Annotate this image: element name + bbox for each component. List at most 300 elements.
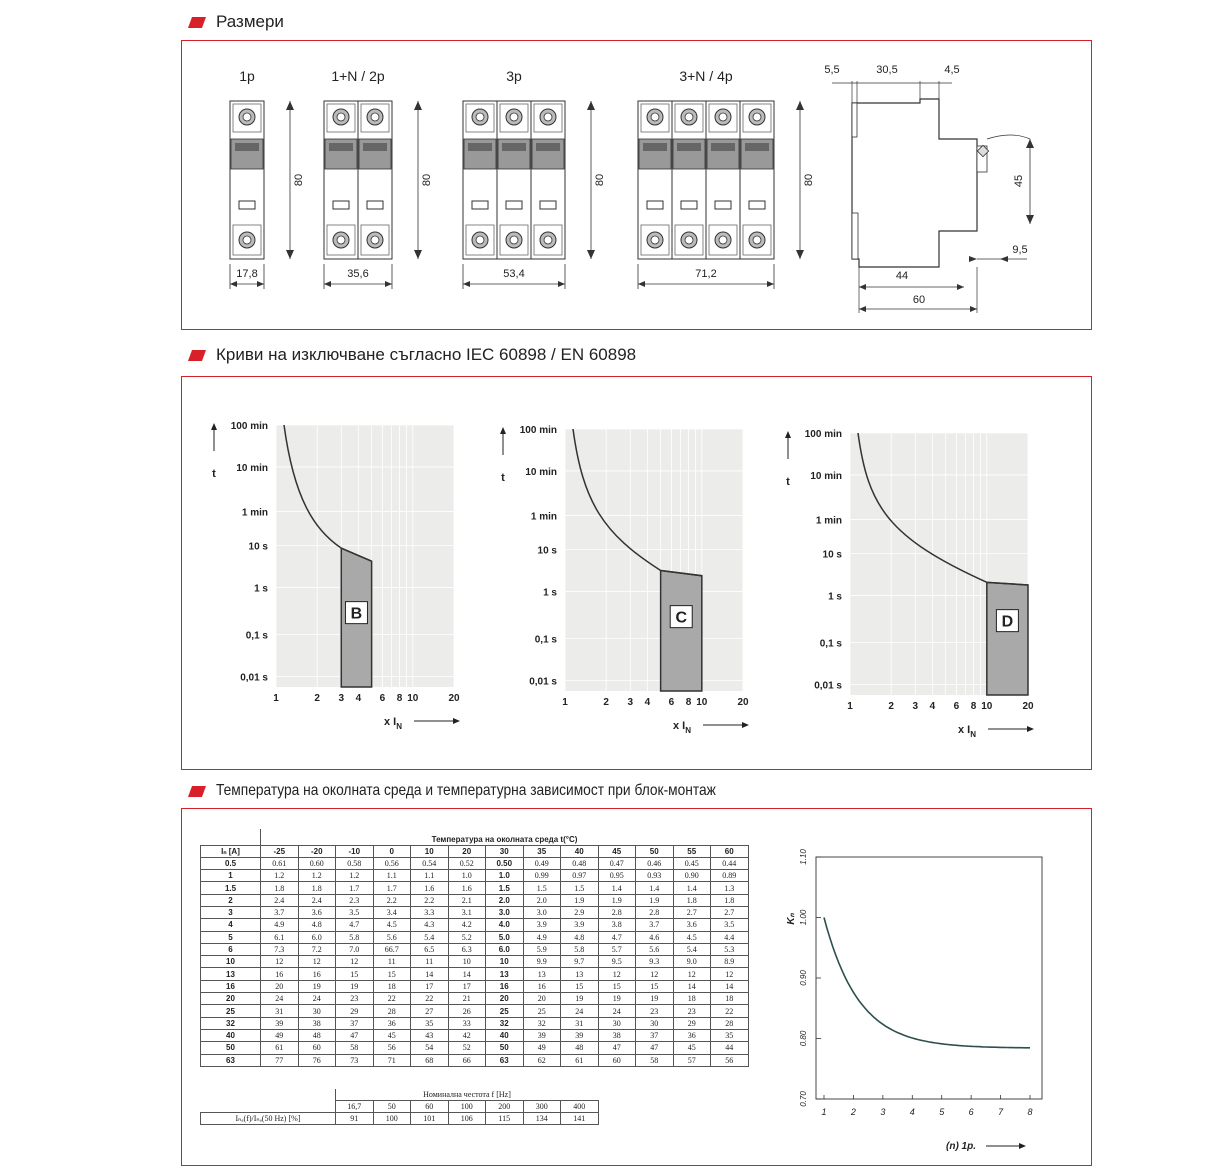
table-row bbox=[201, 882, 749, 894]
arrow-icon bbox=[742, 722, 749, 728]
frequency-table-wrap bbox=[200, 1089, 599, 1125]
y-tick-label: 0,01 s bbox=[529, 676, 557, 688]
table-cell: 11 bbox=[373, 956, 411, 968]
table-cell: 23 bbox=[636, 1005, 674, 1017]
current-rating-cell: 5 bbox=[201, 931, 261, 943]
table-cell: 29 bbox=[336, 1005, 374, 1017]
table-cell: 1.0 bbox=[448, 870, 486, 882]
current-rating-cell: 4 bbox=[201, 919, 261, 931]
y-tick-label: 0,01 s bbox=[814, 680, 842, 692]
bullet-icon bbox=[188, 786, 206, 797]
table-cell: 2.4 bbox=[298, 894, 336, 906]
table-cell: 9.9 bbox=[523, 956, 561, 968]
table-cell: 24 bbox=[561, 1005, 599, 1017]
table-cell: 28 bbox=[711, 1017, 749, 1029]
table-cell: 1.1 bbox=[411, 870, 449, 882]
current-rating-cell: 3 bbox=[201, 906, 261, 918]
table-cell: 6.3 bbox=[448, 943, 486, 955]
y-tick-label: 1 min bbox=[815, 515, 842, 527]
table-cell: 9.5 bbox=[598, 956, 636, 968]
table-cell: 54 bbox=[411, 1042, 449, 1054]
x-tick-label: 1 bbox=[562, 697, 568, 708]
table-cell: 26 bbox=[448, 1005, 486, 1017]
table-cell: 15 bbox=[598, 980, 636, 992]
temperature-table bbox=[200, 829, 749, 1067]
table-cell: 0.99 bbox=[523, 870, 561, 882]
x-tick-label: 1 bbox=[847, 701, 853, 712]
leader-line bbox=[987, 135, 1030, 139]
side-dimension-d7: 60 bbox=[912, 294, 926, 306]
table-cell: 2.9 bbox=[561, 906, 599, 918]
table-cell: 17 bbox=[411, 980, 449, 992]
table-cell: 5.8 bbox=[336, 931, 374, 943]
table-cell: 36 bbox=[373, 1017, 411, 1029]
table-cell: 5.8 bbox=[561, 943, 599, 955]
x-tick-label: 20 bbox=[737, 697, 749, 708]
table-cell: 4.7 bbox=[598, 931, 636, 943]
table-cell: 32 bbox=[523, 1017, 561, 1029]
table-cell: 1.4 bbox=[598, 882, 636, 894]
dimensions-drawing bbox=[182, 41, 1093, 331]
t-axis-label: t bbox=[786, 476, 790, 488]
dimensions-box bbox=[181, 40, 1092, 330]
table-cell: 2.8 bbox=[598, 906, 636, 918]
current-rating-cell: 0.5 bbox=[201, 857, 261, 869]
table-cell: 4.6 bbox=[636, 931, 674, 943]
side-clip bbox=[852, 103, 857, 137]
table-cell: 38 bbox=[598, 1029, 636, 1041]
table-cell: 5.6 bbox=[636, 943, 674, 955]
table-cell: 0.54 bbox=[411, 857, 449, 869]
pole-label: 3+N / 4p bbox=[679, 68, 733, 84]
temperature-col-header: 50 bbox=[636, 845, 674, 857]
screw-inner bbox=[371, 113, 379, 121]
table-cell: 66.7 bbox=[373, 943, 411, 955]
table-cell: 4.8 bbox=[561, 931, 599, 943]
table-cell: 4.5 bbox=[673, 931, 711, 943]
table-cell: 20 bbox=[523, 993, 561, 1005]
lever-shade bbox=[711, 143, 735, 151]
breaker-drawing-4 bbox=[638, 68, 815, 289]
table-cell: 0.93 bbox=[636, 870, 674, 882]
x-tick-label: 1 bbox=[273, 693, 279, 704]
table-cell: 0.45 bbox=[673, 857, 711, 869]
table-cell: 3.6 bbox=[298, 906, 336, 918]
indicator-window bbox=[715, 201, 731, 209]
t-axis-label: t bbox=[501, 472, 505, 484]
x-axis-label-main: x I bbox=[958, 724, 971, 736]
x-tick-label: 10 bbox=[696, 697, 708, 708]
table-cell: 3.5 bbox=[711, 919, 749, 931]
screw-inner bbox=[371, 236, 379, 244]
table-row bbox=[201, 993, 749, 1005]
plot-area bbox=[565, 429, 743, 691]
screw-inner bbox=[685, 113, 693, 121]
table-cell: 56 bbox=[373, 1042, 411, 1054]
current-rating-cell: 63 bbox=[201, 1054, 261, 1066]
x-axis-label bbox=[673, 720, 691, 735]
table-cell: 58 bbox=[636, 1054, 674, 1066]
table-cell: 3.0 bbox=[523, 906, 561, 918]
indicator-window bbox=[681, 201, 697, 209]
table-cell: 5.4 bbox=[673, 943, 711, 955]
table-cell: 35 bbox=[711, 1029, 749, 1041]
y-tick-label: 100 min bbox=[519, 425, 557, 436]
x-tick-label: 2 bbox=[603, 697, 609, 708]
current-rating-cell: 13 bbox=[201, 968, 261, 980]
table-cell: 76 bbox=[298, 1054, 336, 1066]
y-tick-label: 1 s bbox=[828, 591, 842, 603]
table-cell: 23 bbox=[336, 993, 374, 1005]
screw-inner bbox=[243, 236, 251, 244]
table-cell: 25 bbox=[523, 1005, 561, 1017]
table-cell: 9.0 bbox=[673, 956, 711, 968]
y-tick-label: 10 min bbox=[525, 466, 557, 478]
x-tick-label: 6 bbox=[953, 701, 960, 712]
table-row bbox=[201, 1042, 749, 1054]
table-cell: 12 bbox=[598, 968, 636, 980]
breaker-drawing-1 bbox=[230, 68, 305, 289]
temperature-title: Температура на околната среда t(°C) bbox=[261, 829, 749, 845]
current-rating-cell: 6 bbox=[201, 943, 261, 955]
table-cell: 5.6 bbox=[373, 931, 411, 943]
x-tick-label: 7 bbox=[998, 1107, 1004, 1117]
table-cell: 60 bbox=[298, 1042, 336, 1054]
section-header-temperature: Температура на околната среда и температурна зависимост при блок-монтаж bbox=[190, 782, 797, 800]
indicator-window bbox=[647, 201, 663, 209]
table-cell: 6.5 bbox=[411, 943, 449, 955]
arrow-icon bbox=[453, 718, 460, 724]
section-header-dimensions: Размери bbox=[190, 12, 284, 32]
side-dimension-d3: 4,5 bbox=[944, 64, 960, 76]
table-cell: 4.9 bbox=[261, 919, 299, 931]
table-cell: 1.6 bbox=[411, 882, 449, 894]
table-cell: 1.6 bbox=[448, 882, 486, 894]
table-cell: 3.9 bbox=[523, 919, 561, 931]
x-tick-label: 4 bbox=[355, 693, 362, 704]
temperature-col-header: 55 bbox=[673, 845, 711, 857]
y-tick-label: 1 min bbox=[241, 507, 268, 519]
table-cell: 5.9 bbox=[523, 943, 561, 955]
table-cell: 16 bbox=[261, 968, 299, 980]
arrow-icon bbox=[785, 431, 791, 438]
table-cell: 40 bbox=[486, 1029, 524, 1041]
frequency-col-header: 16,7 bbox=[336, 1101, 374, 1113]
table-cell: 12 bbox=[336, 956, 374, 968]
table-row bbox=[201, 956, 749, 968]
frequency-value-cell: 100 bbox=[373, 1113, 411, 1125]
table-cell: 24 bbox=[598, 1005, 636, 1017]
lever-shade bbox=[502, 143, 526, 151]
lever-shade bbox=[468, 143, 492, 151]
x-tick-label: 6 bbox=[968, 1107, 974, 1117]
table-row bbox=[201, 931, 749, 943]
y-tick-label: 10 s bbox=[822, 549, 842, 561]
table-cell: 30 bbox=[636, 1017, 674, 1029]
table-cell: 48 bbox=[561, 1042, 599, 1054]
temperature-col-header: -25 bbox=[261, 845, 299, 857]
width-dimension: 35,6 bbox=[347, 268, 369, 280]
table-cell: 44 bbox=[711, 1042, 749, 1054]
width-dimension: 53,4 bbox=[503, 268, 525, 280]
curve-type-label: D bbox=[1001, 613, 1014, 631]
table-cell: 14 bbox=[673, 980, 711, 992]
table-cell: 5.7 bbox=[598, 943, 636, 955]
frequency-col-header: 50 bbox=[373, 1101, 411, 1113]
t-axis-label: t bbox=[212, 468, 216, 480]
table-cell: 12 bbox=[261, 956, 299, 968]
screw-inner bbox=[476, 236, 484, 244]
x-tick-label: 3 bbox=[880, 1107, 886, 1117]
y-tick-label: 1.10 bbox=[799, 849, 808, 865]
temperature-col-header: -10 bbox=[336, 845, 374, 857]
table-cell: 0.52 bbox=[448, 857, 486, 869]
y-tick-label: 1 s bbox=[254, 583, 268, 595]
pole-label: 1p bbox=[239, 68, 255, 84]
table-cell: 4.5 bbox=[373, 919, 411, 931]
table-row bbox=[201, 980, 749, 992]
table-cell: 12 bbox=[673, 968, 711, 980]
table-row bbox=[201, 1054, 749, 1066]
table-cell: 8.9 bbox=[711, 956, 749, 968]
arrow-icon bbox=[1027, 726, 1034, 732]
bullet-icon bbox=[188, 350, 206, 361]
table-cell: 0.60 bbox=[298, 857, 336, 869]
table-row bbox=[201, 906, 749, 918]
screw-inner bbox=[544, 236, 552, 244]
x-tick-label: 6 bbox=[668, 697, 675, 708]
lever-shade bbox=[745, 143, 769, 151]
table-cell: 0.48 bbox=[561, 857, 599, 869]
y-tick-label: 10 s bbox=[248, 541, 268, 553]
frequency-col-header: 100 bbox=[448, 1101, 486, 1113]
temperature-col-header: 40 bbox=[561, 845, 599, 857]
table-cell: 37 bbox=[336, 1017, 374, 1029]
table-cell: 19 bbox=[298, 980, 336, 992]
frequency-col-header: 400 bbox=[561, 1101, 599, 1113]
table-cell: 0.50 bbox=[486, 857, 524, 869]
table-cell: 45 bbox=[673, 1042, 711, 1054]
table-cell: 3.1 bbox=[448, 906, 486, 918]
current-rating-cell: 20 bbox=[201, 993, 261, 1005]
current-rating-cell: 2 bbox=[201, 894, 261, 906]
table-cell: 3.9 bbox=[561, 919, 599, 931]
table-cell: 57 bbox=[673, 1054, 711, 1066]
table-cell: 66 bbox=[448, 1054, 486, 1066]
table-cell: 39 bbox=[523, 1029, 561, 1041]
table-cell: 0.90 bbox=[673, 870, 711, 882]
table-cell: 1.8 bbox=[673, 894, 711, 906]
lever-shade bbox=[536, 143, 560, 151]
table-cell: 17 bbox=[448, 980, 486, 992]
x-tick-label: 8 bbox=[685, 697, 692, 708]
rowhead-label: Iₙ [A] bbox=[201, 845, 261, 857]
y-tick-label: 100 min bbox=[230, 421, 268, 432]
table-cell: 5.2 bbox=[448, 931, 486, 943]
x-tick-label: 4 bbox=[909, 1107, 915, 1117]
curve-type-label: B bbox=[350, 605, 363, 623]
current-rating-cell: 40 bbox=[201, 1029, 261, 1041]
pole-label: 3p bbox=[506, 68, 522, 84]
lever-shade bbox=[329, 143, 353, 151]
screw-inner bbox=[544, 113, 552, 121]
side-dimension-d4: 45 bbox=[1013, 174, 1025, 188]
width-dimension: 17,8 bbox=[236, 268, 258, 280]
y-tick-label: 0,1 s bbox=[819, 638, 842, 650]
table-cell: 32 bbox=[486, 1017, 524, 1029]
x-tick-label: 3 bbox=[912, 701, 919, 712]
screw-inner bbox=[685, 236, 693, 244]
table-cell: 7.3 bbox=[261, 943, 299, 955]
frequency-value-cell: 134 bbox=[523, 1113, 561, 1125]
table-row bbox=[201, 1005, 749, 1017]
table-cell: 6.0 bbox=[298, 931, 336, 943]
frequency-col-header: 200 bbox=[486, 1101, 524, 1113]
y-tick-label: 0.80 bbox=[799, 1030, 808, 1047]
bullet-icon bbox=[188, 17, 206, 28]
indicator-window bbox=[333, 201, 349, 209]
table-cell: 56 bbox=[711, 1054, 749, 1066]
table-cell: 3.8 bbox=[598, 919, 636, 931]
table-cell: 15 bbox=[636, 980, 674, 992]
table-cell: 3.4 bbox=[373, 906, 411, 918]
y-tick-label: 1.00 bbox=[799, 909, 808, 926]
table-cell: 1.9 bbox=[636, 894, 674, 906]
table-cell: 3.7 bbox=[261, 906, 299, 918]
table-cell: 2.7 bbox=[711, 906, 749, 918]
table-cell: 1.5 bbox=[561, 882, 599, 894]
x-axis-label-main: x I bbox=[384, 716, 397, 728]
table-cell: 29 bbox=[673, 1017, 711, 1029]
table-cell: 4.3 bbox=[411, 919, 449, 931]
table-cell: 15 bbox=[336, 968, 374, 980]
table-cell: 27 bbox=[411, 1005, 449, 1017]
table-cell: 9.7 bbox=[561, 956, 599, 968]
table-cell: 6.0 bbox=[486, 943, 524, 955]
table-cell: 0.44 bbox=[711, 857, 749, 869]
table-cell: 23 bbox=[673, 1005, 711, 1017]
table-cell: 14 bbox=[711, 980, 749, 992]
table-cell: 49 bbox=[261, 1029, 299, 1041]
indicator-window bbox=[540, 201, 556, 209]
table-cell: 22 bbox=[711, 1005, 749, 1017]
height-dimension: 80 bbox=[293, 173, 305, 187]
table-cell: 5.4 bbox=[411, 931, 449, 943]
indicator-window bbox=[472, 201, 488, 209]
table-cell: 43 bbox=[411, 1029, 449, 1041]
table-cell: 10 bbox=[448, 956, 486, 968]
screw-inner bbox=[476, 113, 484, 121]
table-cell: 61 bbox=[561, 1054, 599, 1066]
tripping-curves-drawing bbox=[182, 377, 1093, 771]
table-cell: 13 bbox=[523, 968, 561, 980]
table-cell: 31 bbox=[561, 1017, 599, 1029]
table-cell: 62 bbox=[523, 1054, 561, 1066]
height-dimension: 80 bbox=[803, 173, 815, 187]
x-tick-label: 20 bbox=[1022, 701, 1034, 712]
table-cell: 1.4 bbox=[636, 882, 674, 894]
x-axis-label bbox=[384, 716, 402, 731]
y-tick-label: 0.70 bbox=[799, 1091, 808, 1107]
table-cell: 47 bbox=[336, 1029, 374, 1041]
side-dimension-d5: 9,5 bbox=[1012, 244, 1028, 256]
arrow-icon bbox=[1019, 1143, 1026, 1149]
current-rating-cell: 16 bbox=[201, 980, 261, 992]
table-cell: 2.7 bbox=[673, 906, 711, 918]
temperature-col-header: 45 bbox=[598, 845, 636, 857]
curve-chart-C bbox=[500, 425, 749, 735]
table-cell: 0.95 bbox=[598, 870, 636, 882]
table-cell: 24 bbox=[261, 993, 299, 1005]
frequency-label: Iₙₐ(f)/Iₙₐ(50 Hz) [%] bbox=[201, 1113, 336, 1125]
indicator-window bbox=[749, 201, 765, 209]
table-cell: 0.61 bbox=[261, 857, 299, 869]
current-rating-cell: 1 bbox=[201, 870, 261, 882]
x-axis-label: (n) 1p. bbox=[946, 1141, 976, 1151]
table-cell: 1.2 bbox=[336, 870, 374, 882]
lever-shade bbox=[643, 143, 667, 151]
screw-inner bbox=[719, 113, 727, 121]
table-cell: 1.4 bbox=[673, 882, 711, 894]
arrow-icon bbox=[211, 423, 217, 430]
table-cell: 19 bbox=[336, 980, 374, 992]
plot-frame bbox=[816, 857, 1042, 1099]
table-cell: 5.3 bbox=[711, 943, 749, 955]
table-cell: 61 bbox=[261, 1042, 299, 1054]
tripping-band bbox=[661, 570, 702, 691]
table-cell: 1.9 bbox=[561, 894, 599, 906]
table-cell: 2.3 bbox=[336, 894, 374, 906]
x-tick-label: 8 bbox=[396, 693, 403, 704]
x-axis-label-sub: N bbox=[970, 730, 977, 739]
temperature-table-wrap bbox=[200, 829, 749, 1067]
table-cell: 4.4 bbox=[711, 931, 749, 943]
pole-label: 1+N / 2p bbox=[331, 68, 385, 84]
table-cell: 0.56 bbox=[373, 857, 411, 869]
side-outline bbox=[852, 99, 977, 267]
y-tick-label: 0,01 s bbox=[240, 672, 268, 684]
table-cell: 12 bbox=[711, 968, 749, 980]
table-cell: 73 bbox=[336, 1054, 374, 1066]
table-cell: 48 bbox=[298, 1029, 336, 1041]
table-cell: 4.2 bbox=[448, 919, 486, 931]
side-dimension-d6: 44 bbox=[895, 270, 909, 282]
screw-inner bbox=[510, 113, 518, 121]
table-cell: 1.2 bbox=[298, 870, 336, 882]
side-dimension-d2: 30,5 bbox=[876, 64, 898, 76]
x-tick-label: 4 bbox=[929, 701, 936, 712]
table-cell: 2.8 bbox=[636, 906, 674, 918]
curve-type-label: C bbox=[675, 609, 688, 627]
screw-inner bbox=[510, 236, 518, 244]
table-cell: 39 bbox=[261, 1017, 299, 1029]
table-cell: 9.3 bbox=[636, 956, 674, 968]
x-tick-label: 5 bbox=[939, 1107, 945, 1117]
x-tick-label: 1 bbox=[821, 1107, 827, 1117]
x-tick-label: 10 bbox=[407, 693, 419, 704]
breaker-drawing-2 bbox=[324, 68, 433, 289]
table-row bbox=[201, 919, 749, 931]
frequency-col-header: 300 bbox=[523, 1101, 561, 1113]
table-cell: 3.7 bbox=[636, 919, 674, 931]
table-cell: 5.0 bbox=[486, 931, 524, 943]
table-row bbox=[201, 857, 749, 869]
table-cell: 28 bbox=[373, 1005, 411, 1017]
current-rating-cell: 1.5 bbox=[201, 882, 261, 894]
table-cell: 68 bbox=[411, 1054, 449, 1066]
table-cell: 1.8 bbox=[261, 882, 299, 894]
table-cell: 37 bbox=[636, 1029, 674, 1041]
